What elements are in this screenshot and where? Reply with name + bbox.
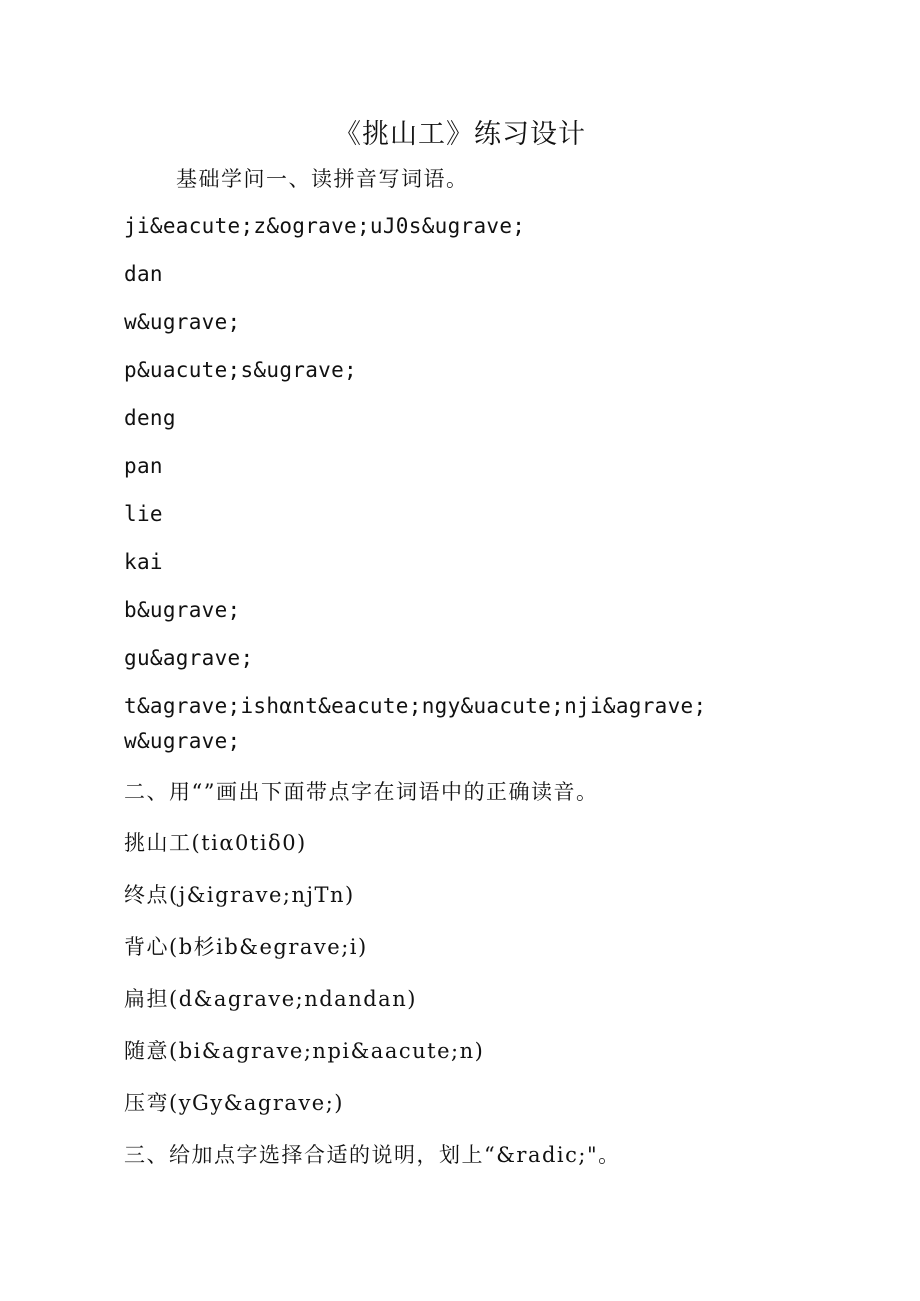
pinyin-line: w&ugrave;: [124, 310, 241, 334]
section3-heading: 三、给加点字选择合适的说明，划上“&radic;"。: [124, 1143, 621, 1167]
section1-heading: 基础学问一、读拼音写词语。: [176, 167, 469, 191]
pinyin-line: ji&eacute;z&ograve;uJ0s&ugrave;: [124, 214, 526, 238]
section2-item: 扁担(d&agrave;ndandan): [124, 987, 417, 1011]
document-title: 《挑山工》练习设计: [334, 119, 586, 150]
section2-heading: 二、用“”画出下面带点字在词语中的正确读音。: [124, 780, 599, 804]
pinyin-line: deng: [124, 406, 176, 430]
section2-item: 随意(bi&agrave;npi&aacute;n): [124, 1039, 485, 1063]
section2-item: 压弯(yGy&agrave;): [124, 1091, 344, 1115]
pinyin-line: lie: [124, 502, 163, 526]
pinyin-line: gu&agrave;: [124, 646, 254, 670]
pinyin-line: kai: [124, 550, 163, 574]
pinyin-line: dan: [124, 262, 163, 286]
section2-item: 背心(b杉ib&egrave;i): [124, 935, 368, 959]
pinyin-line: w&ugrave;: [124, 729, 241, 753]
section2-item: 终点(j&igrave;njTn): [124, 883, 355, 907]
pinyin-line: t&agrave;ishαnt&eacute;ngy&uacute;nji&agrave;: [124, 694, 707, 718]
section2-item: 挑山工(tiα0tiδ0): [124, 831, 307, 855]
pinyin-line: pan: [124, 454, 163, 478]
pinyin-line: p&uacute;s&ugrave;: [124, 358, 357, 382]
pinyin-line: b&ugrave;: [124, 598, 241, 622]
